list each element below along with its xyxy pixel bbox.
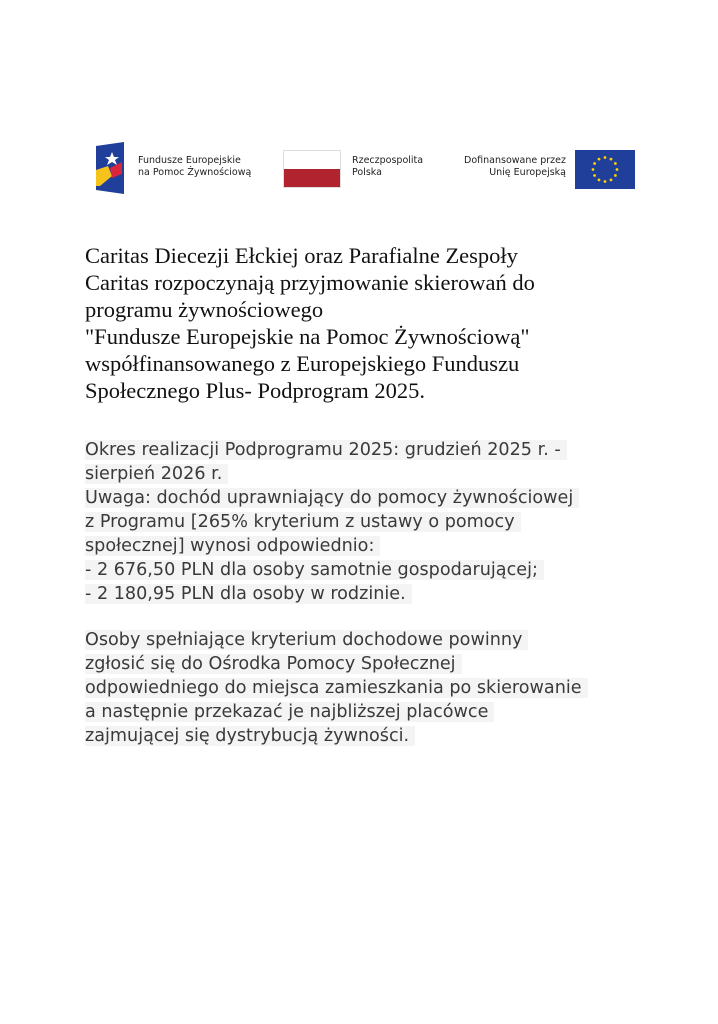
eu-star-icon [604,156,607,159]
eu-star-icon [593,162,596,165]
paragraph-line: Uwaga: dochód uprawniający do pomocy żywnościowej [85,488,579,508]
paragraph-line: z Programu [265% kryterium z ustawy o pomocy [85,512,521,532]
eu-star-icon [610,178,613,181]
eu-star-icon [614,162,617,165]
paragraph-line: Okres realizacji Podprogramu 2025: grudzień 2025 r. - [85,440,567,460]
eu-line-1: Dofinansowane przez [464,155,566,166]
paragraph-line: społecznej] wynosi odpowiednio: [85,536,380,556]
announcement-heading [85,242,535,404]
pl-line-2: Polska [352,167,382,178]
eu-star-icon [598,158,601,161]
eu-logo-text [456,155,566,179]
eu-star-icon [593,174,596,177]
heading-line: "Fundusze Europejskie na Pomoc Żywnościową" [85,324,530,349]
program-details-paragraph [85,438,579,606]
eu-star-icon [604,180,607,183]
heading-line: programu żywnościowego [85,297,324,322]
polish-flag-icon [283,150,341,188]
paragraph-line: - 2 180,95 PLN dla osoby w rodzinie. [85,584,412,604]
eu-star-icon [614,174,617,177]
eu-star-icon [598,178,601,181]
fe-line-2: na Pomoc Żywnościową [138,167,252,178]
pl-line-1: Rzeczpospolita [352,155,424,166]
eu-star-icon [610,158,613,161]
eu-flag-icon [575,150,635,189]
paragraph-line: sierpień 2026 r. [85,464,228,484]
pl-logo-text [352,155,423,179]
heading-line: Caritas rozpoczynają przyjmowanie skierowań do [85,270,535,295]
fe-line-1: Fundusze Europejskie [138,155,241,166]
paragraph-line: a następnie przekazać je najbliższej placówce [85,702,494,722]
eu-line-2: Unię Europejską [489,167,566,178]
eu-star-icon [616,168,619,171]
paragraph-line: - 2 676,50 PLN dla osoby samotnie gospodarującej; [85,560,544,580]
heading-line: Społecznego Plus- Podprogram 2025. [85,378,425,403]
logo-bar [96,140,641,196]
fundusze-europejskie-logo-icon [96,142,126,194]
paragraph-line: zajmującej się dystrybucją żywności. [85,726,415,746]
paragraph-line: Osoby spełniające kryterium dochodowe powinny [85,630,528,650]
heading-line: Caritas Diecezji Ełckiej oraz Parafialne Zespoły [85,243,518,268]
paragraph-line: odpowiedniego do miejsca zamieszkania po skierowanie [85,678,588,698]
heading-line: współfinansowanego z Europejskiego Funduszu [85,351,520,376]
paragraph-line: zgłosić się do Ośrodka Pomocy Społecznej [85,654,462,674]
instructions-paragraph [85,628,588,748]
fe-logo-text [138,155,251,179]
eu-star-icon [592,168,595,171]
